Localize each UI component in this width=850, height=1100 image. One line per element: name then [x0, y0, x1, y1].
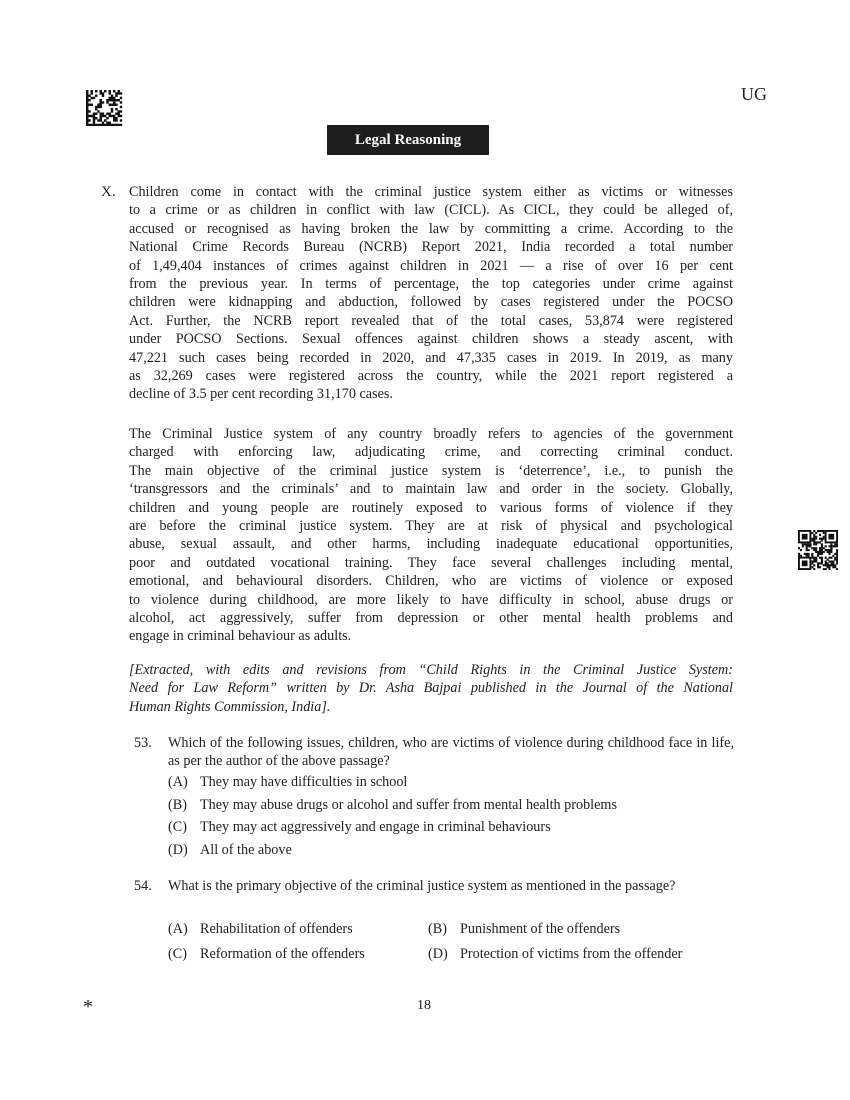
text-line: from the previous year. In terms of percentage, the top categories under crime against — [129, 275, 733, 292]
passage-paragraph-1 — [129, 183, 733, 404]
page-number: 18 — [417, 998, 431, 1013]
option-text: Rehabilitation of offenders — [200, 921, 353, 937]
text-line: to violence during childhood, are more likely to have difficulty in school, abuse drugs or — [129, 591, 733, 608]
option-label: (B) — [428, 921, 447, 937]
question-54 — [0, 877, 850, 917]
text-line: Act. Further, the NCRB report revealed that of the total cases, 53,874 were registered — [129, 312, 733, 329]
qr-code-icon — [798, 530, 838, 570]
option-text: Protection of victims from the offender — [460, 946, 683, 962]
option-53-b[interactable] — [168, 797, 617, 814]
text-line: The Criminal Justice system of any country broadly refers to agencies of the government — [129, 426, 733, 442]
option-label: (C) — [168, 946, 187, 962]
option-label: (A) — [168, 921, 188, 937]
option-label: (D) — [168, 842, 188, 858]
text-line: as 32,269 cases were registered across the country, while the 2021 report registered a — [129, 367, 733, 384]
option-53-d[interactable] — [168, 842, 292, 859]
text-line: emotional, and behavioural disorders. Children, who are victims of violence or exposed — [129, 573, 733, 590]
question-text: Which of the following issues, children, who are victims of violence during childhood face in life, as per the author of the above passage? — [168, 735, 734, 770]
section-title: Legal Reasoning — [327, 125, 489, 155]
text-line: are before the criminal justice system. They are at risk of physical and psychological — [129, 517, 733, 534]
option-53-c[interactable] — [168, 819, 551, 836]
text-line: 47,221 such cases being recorded in 2020, and 47,335 cases in 2019. In 2019, as many — [129, 349, 733, 366]
text-line: Human Rights Commission, India]. — [129, 698, 331, 715]
option-54-c[interactable] — [168, 946, 365, 963]
text-line: charged with enforcing law, adjudicating crime, and correcting criminal conduct. — [129, 444, 733, 461]
option-text: They may act aggressively and engage in criminal behaviours — [200, 819, 551, 835]
option-54-a[interactable] — [168, 921, 353, 938]
option-label: (B) — [168, 797, 187, 813]
question-53 — [0, 734, 850, 774]
question-number: 53. — [134, 735, 152, 751]
option-text: Punishment of the offenders — [460, 921, 621, 937]
option-text: They may abuse drugs or alcohol and suffer from mental health problems — [200, 797, 617, 813]
option-text: All of the above — [200, 842, 292, 858]
text-line: to a crime or as children in conflict with law (CICL). As CICL, they could be alleged of, — [129, 202, 733, 219]
option-54-b[interactable] — [428, 921, 620, 938]
text-line: ‘transgressors and the criminals’ and to maintain law and order in the society. Globally, — [129, 481, 733, 498]
option-label: (C) — [168, 819, 187, 835]
text-line: abuse, sexual assault, and other harms, including inadequate educational opportunities, — [129, 536, 733, 553]
text-line: children and young people are routinely exposed to various forms of violence if they — [129, 499, 733, 516]
passage-citation — [129, 661, 733, 716]
option-label: (D) — [428, 946, 448, 962]
text-line: Children come in contact with the criminal justice system either as victims or witnesses — [129, 184, 733, 200]
datamatrix-code-icon — [86, 90, 123, 126]
text-line: under POCSO Sections. Sexual offences against children shows a steady ascent, with — [129, 331, 733, 348]
question-number: 54. — [134, 878, 152, 894]
text-line: The main objective of the criminal justice system is ‘deterrence’, i.e., to punish the — [129, 462, 733, 479]
option-text: Reformation of the offenders — [200, 946, 365, 962]
text-line: poor and outdated vocational training. They face several challenges including mental, — [129, 554, 733, 571]
text-line: decline of 3.5 per cent recording 31,170 cases. — [129, 386, 393, 403]
text-line: National Crime Records Bureau (NCRB) Report 2021, India recorded a total number — [129, 239, 733, 256]
text-line: accused or recognised as having broken the law by committing a crime. According to the — [129, 220, 733, 237]
text-line: alcohol, act aggressively, suffer from depression or other mental health problems and — [129, 609, 733, 626]
passage-paragraph-2 — [129, 425, 733, 646]
text-line: Need for Law Reform” written by Dr. Asha Bajpai published in the Journal of the National — [129, 680, 733, 697]
option-text: They may have difficulties in school — [200, 774, 408, 790]
text-line: of 1,49,404 instances of crimes against children in 2021 — a rise of over 16 per cent — [129, 257, 733, 274]
text-line: children were kidnapping and abduction, followed by cases registered under the POCSO — [129, 294, 733, 311]
option-54-d[interactable] — [428, 946, 682, 963]
text-line: engage in criminal behaviour as adults. — [129, 628, 352, 645]
passage-marker: X. — [101, 184, 116, 200]
asterisk-mark: * — [83, 996, 93, 1018]
paper-code: UG — [741, 84, 767, 104]
text-line: [Extracted, with edits and revisions from “Child Rights in the Criminal Justice System: — [129, 662, 733, 678]
question-text: What is the primary objective of the criminal justice system as mentioned in the passage? — [168, 878, 676, 894]
option-label: (A) — [168, 774, 188, 790]
option-53-a[interactable] — [168, 774, 407, 791]
